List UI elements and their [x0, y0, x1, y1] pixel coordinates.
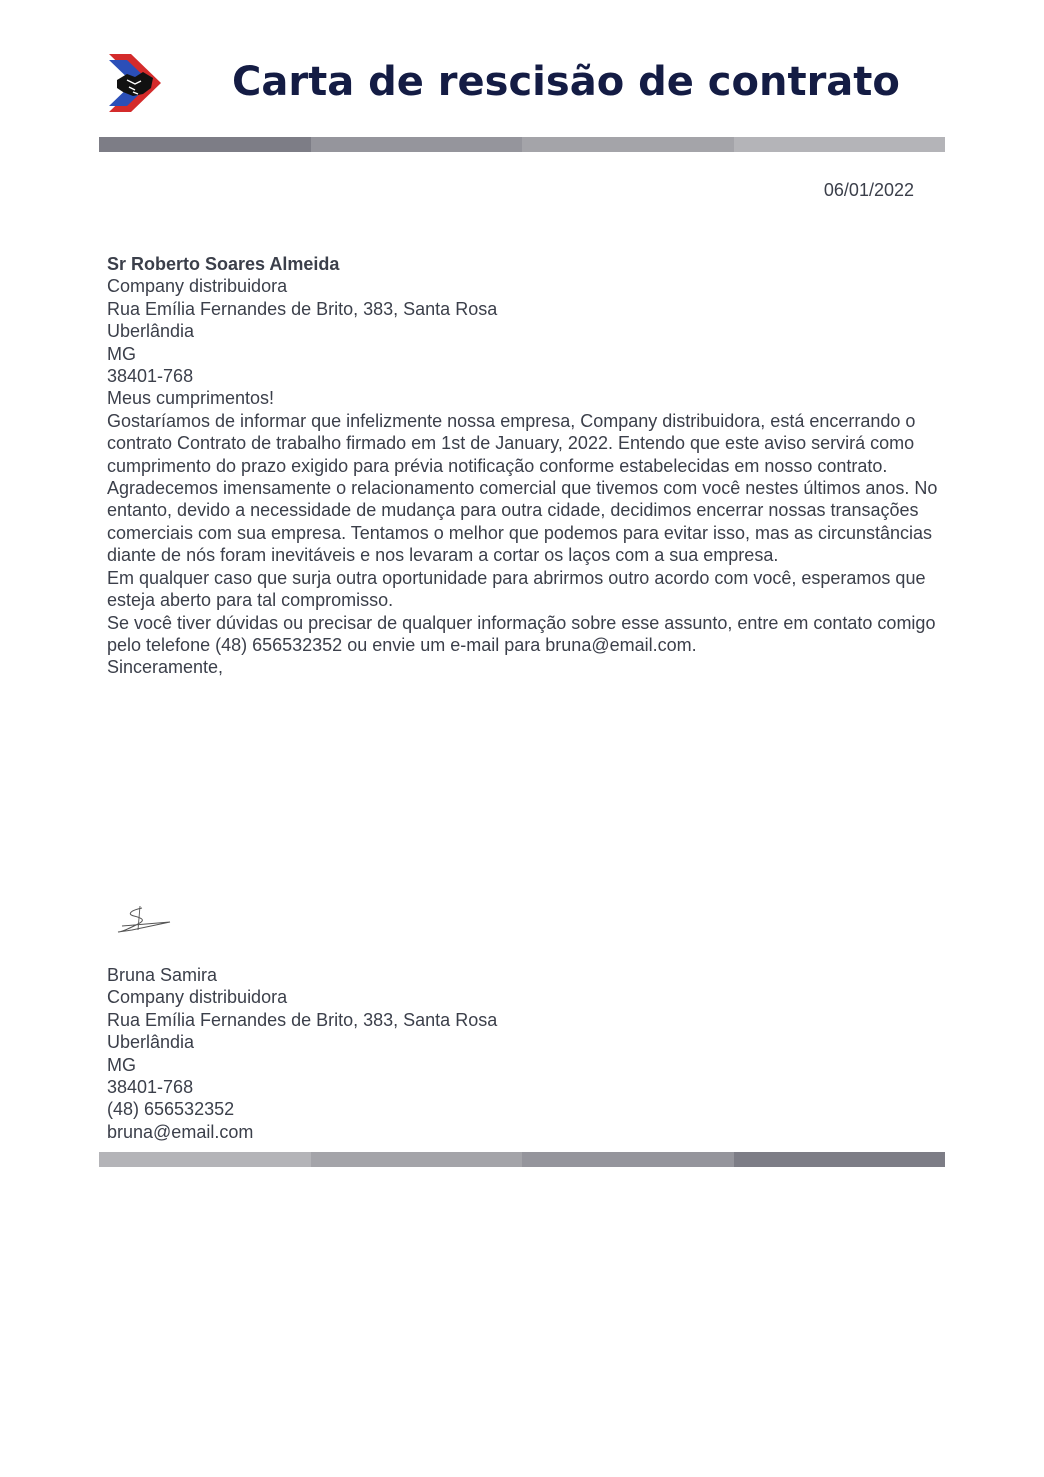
stripe-segment [99, 1152, 311, 1167]
header-divider-stripe [99, 137, 945, 152]
recipient-zip: 38401-768 [107, 366, 194, 387]
stripe-segment [311, 137, 523, 152]
body-paragraph: Agradecemos imensamente o relacionamento comercial que tivemos com você nestes últimos anos. No entanto, devido a necessidade de mudança para outra cidade, decidimos encerrar nossas transações comerciais com sua empresa. Tentamos o melhor que podemos para evitar isso, mas as circunstâncias diante de nós foram inevitáveis e nos levaram a cortar os laços com a sua empresa. [107, 478, 938, 566]
sender-city: Uberlândia [107, 1032, 195, 1053]
sender-phone: (48) 656532352 [107, 1099, 235, 1120]
recipient-company: Company distribuidora [107, 276, 288, 297]
sender-name: Bruna Samira [107, 965, 218, 985]
stripe-segment [522, 137, 734, 152]
recipient-name: Sr Roberto Soares Almeida [107, 254, 340, 274]
stripe-segment [734, 1152, 946, 1167]
handwritten-signature-icon [112, 900, 176, 940]
body-paragraph: Se você tiver dúvidas ou precisar de qualquer informação sobre esse assunto, entre em contato comigo pelo telefone (48) 656532352 ou envie um e-mail para bruna@email.com. [107, 612, 936, 655]
sender-address: Rua Emília Fernandes de Brito, 383, Santa Rosa [107, 1009, 498, 1030]
sender-state: MG [107, 1054, 136, 1075]
stripe-segment [311, 1152, 523, 1167]
greeting: Meus cumprimentos! [107, 388, 275, 409]
page-title: Carta de rescisão de contrato [232, 59, 900, 105]
stripe-segment [522, 1152, 734, 1167]
closing: Sinceramente, [107, 657, 224, 678]
sender-zip: 38401-768 [107, 1077, 194, 1098]
letter-body [107, 253, 939, 679]
stripe-segment [99, 137, 311, 152]
recipient-state: MG [107, 343, 136, 364]
handshake-chevron-logo-icon [109, 54, 161, 112]
recipient-city: Uberlândia [107, 321, 195, 342]
sender-email: bruna@email.com [107, 1121, 254, 1142]
body-paragraph: Em qualquer caso que surja outra oportunidade para abrirmos outro acordo com você, esperamos que esteja aberto para tal compromisso. [107, 567, 926, 611]
footer-divider-stripe [99, 1152, 945, 1167]
sender-company: Company distribuidora [107, 987, 288, 1008]
recipient-address: Rua Emília Fernandes de Brito, 383, Santa Rosa [107, 298, 498, 319]
sender-block [107, 964, 939, 1143]
body-paragraph: Gostaríamos de informar que infelizmente nossa empresa, Company distribuidora, está encerrando o contrato Contrato de trabalho firmado em 1st de January, 2022. Entendo que este aviso servirá como cumprimento do prazo exigido para prévia notificação conforme estabelecidas em nosso contrato. [107, 410, 916, 476]
stripe-segment [734, 137, 946, 152]
letter-date: 06/01/2022 [823, 180, 914, 200]
